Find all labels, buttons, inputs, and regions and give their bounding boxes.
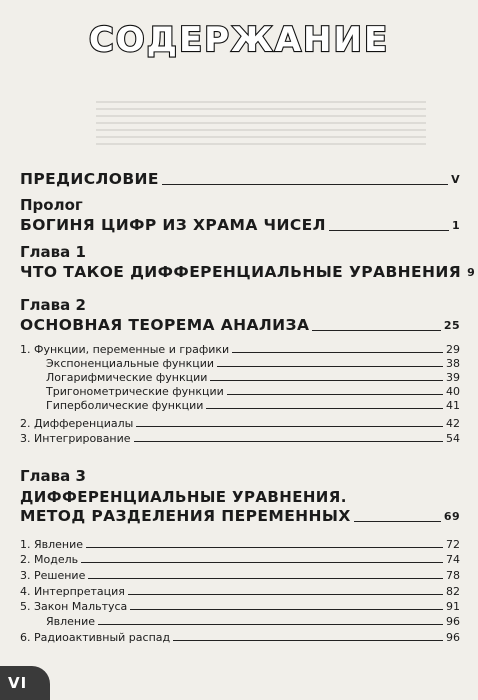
- toc-page-number: V: [451, 173, 460, 186]
- toc-label: Гиперболические функции: [46, 399, 204, 412]
- toc-label: МЕТОД РАЗДЕЛЕНИЯ ПЕРЕМЕННЫХ: [20, 507, 351, 525]
- toc-page-number: 9: [467, 266, 476, 279]
- toc-label: 1. Функции, переменные и графики: [20, 343, 230, 356]
- toc-label: Логарифмические функции: [46, 371, 208, 384]
- toc-label: Экспоненциальные функции: [46, 357, 215, 370]
- dot-leader: [130, 609, 443, 610]
- toc-page-number: 96: [446, 631, 460, 644]
- toc-entry-chapter-2: [20, 316, 460, 334]
- dot-leader: [81, 562, 443, 563]
- page-number-tab: [0, 666, 50, 700]
- toc-page-number: 38: [446, 357, 460, 370]
- toc-label: БОГИНЯ ЦИФР ИЗ ХРАМА ЧИСЕЛ: [20, 216, 326, 234]
- page-title: СОДЕРЖАНИЕ: [88, 20, 390, 60]
- toc-page-number: 42: [446, 417, 460, 430]
- dot-leader: [210, 380, 443, 381]
- toc-entry: [46, 385, 460, 398]
- toc-label: 6. Радиоактивный распад: [20, 631, 171, 644]
- bleed-through-text: [96, 96, 426, 166]
- toc-entry: [20, 417, 460, 430]
- toc-page-number: 96: [446, 615, 460, 628]
- dot-leader: [232, 352, 443, 353]
- toc-label-line-1: ДИФФЕРЕНЦИАЛЬНЫЕ УРАВНЕНИЯ.: [20, 488, 347, 506]
- dot-leader: [128, 594, 443, 595]
- toc-page-number: 78: [446, 569, 460, 582]
- toc-entry: [46, 371, 460, 384]
- toc-label: 1. Явление: [20, 538, 84, 551]
- toc-entry-prologue: [20, 216, 460, 234]
- toc-entry-chapter-3: [20, 507, 460, 525]
- toc-page-number: 74: [446, 553, 460, 566]
- chapter-heading: Глава 2: [20, 296, 86, 314]
- toc-entry-preface: [20, 170, 460, 188]
- toc-page-number: 69: [443, 510, 460, 523]
- dot-leader: [88, 578, 443, 579]
- toc-page-number: 39: [446, 371, 460, 384]
- chapter-heading: Глава 3: [20, 467, 86, 485]
- toc-entry: [20, 343, 460, 356]
- toc-label: ПРЕДИСЛОВИЕ: [20, 170, 159, 188]
- toc-label: 2. Модель: [20, 553, 79, 566]
- toc-label: 3. Решение: [20, 569, 86, 582]
- toc-label: Явление: [46, 615, 96, 628]
- toc-entry-chapter-1: [20, 263, 476, 281]
- toc-page-number: 91: [446, 600, 460, 613]
- dot-leader: [206, 408, 443, 409]
- toc-page-number: 29: [446, 343, 460, 356]
- toc-page-number: 1: [451, 219, 460, 232]
- toc-entry: [20, 631, 460, 644]
- dot-leader: [86, 547, 443, 548]
- toc-label: 2. Дифференциалы: [20, 417, 134, 430]
- toc-page-number: 82: [446, 585, 460, 598]
- chapter-heading: Пролог: [20, 196, 83, 214]
- chapter-heading: Глава 1: [20, 243, 86, 261]
- dot-leader: [136, 426, 443, 427]
- dot-leader: [162, 184, 448, 185]
- toc-page-number: 54: [446, 432, 460, 445]
- toc-label: ОСНОВНАЯ ТЕОРЕМА АНАЛИЗА: [20, 316, 310, 334]
- toc-entry: [46, 615, 460, 628]
- dot-leader: [134, 441, 443, 442]
- folio-label: VI: [8, 674, 28, 692]
- dot-leader: [217, 366, 443, 367]
- dot-leader: [312, 330, 441, 331]
- toc-page-number: 25: [443, 319, 460, 332]
- dot-leader: [227, 394, 443, 395]
- toc-entry: [20, 569, 460, 582]
- toc-page-number: 40: [446, 385, 460, 398]
- toc-entry: [20, 538, 460, 551]
- toc-entry: [20, 600, 460, 613]
- dot-leader: [354, 521, 441, 522]
- toc-entry: [20, 553, 460, 566]
- toc-entry: [46, 399, 460, 412]
- toc-label: ЧТО ТАКОЕ ДИФФЕРЕНЦИАЛЬНЫЕ УРАВНЕНИЯ: [20, 263, 462, 281]
- toc-page-number: 41: [446, 399, 460, 412]
- dot-leader: [329, 230, 449, 231]
- toc-entry: [20, 432, 460, 445]
- toc-label: 4. Интерпретация: [20, 585, 125, 598]
- dot-leader: [173, 640, 443, 641]
- toc-page-number: 72: [446, 538, 460, 551]
- toc-entry: [46, 357, 460, 370]
- toc-entry: [20, 585, 460, 598]
- dot-leader: [98, 624, 443, 625]
- toc-label: 3. Интегрирование: [20, 432, 131, 445]
- toc-label: Тригонометрические функции: [46, 385, 224, 398]
- toc-label: 5. Закон Мальтуса: [20, 600, 128, 613]
